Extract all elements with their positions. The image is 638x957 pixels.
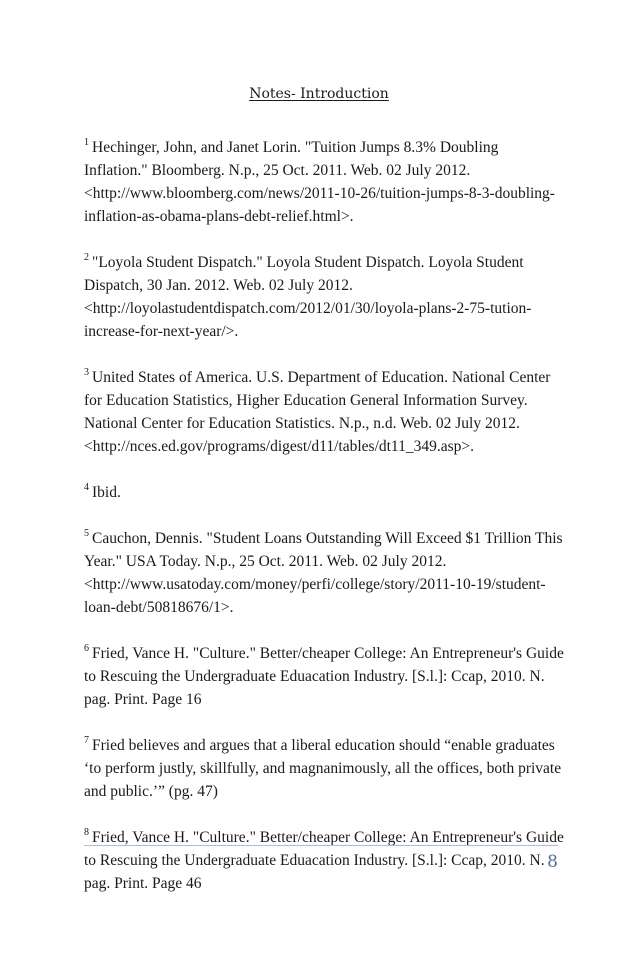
page-number: 8 <box>547 852 558 872</box>
note-text: Fried, Vance H. "Culture." Better/cheaper College: An Entrepreneur's Guide to Rescuing the Undergraduate Eduacation Industry. [S.l.]: Ccap, 2010. N. pag. Print. Page 46 <box>84 829 564 892</box>
note-number: 4 <box>84 482 89 493</box>
note-number: 8 <box>84 827 89 838</box>
note-1 <box>84 131 564 228</box>
note-number: 1 <box>84 137 89 148</box>
note-6 <box>84 637 564 711</box>
note-number: 5 <box>84 528 89 539</box>
note-number: 3 <box>84 367 89 378</box>
note-5 <box>84 522 564 619</box>
note-4 <box>84 476 564 504</box>
note-3 <box>84 361 564 458</box>
footer-rule <box>84 845 558 846</box>
note-number: 6 <box>84 643 89 654</box>
note-text: Cauchon, Dennis. "Student Loans Outstanding Will Exceed $1 Trillion This Year." USA Today. N.p., 25 Oct. 2011. Web. 02 July 2012. <http://www.usatoday.com/money/perfi/college/story/2011-10-19/student-loan-debt/50818676/1>. <box>84 530 563 616</box>
notes-list <box>84 131 564 913</box>
note-text: United States of America. U.S. Department of Education. National Center for Education Statistics, Higher Education General Information Survey. National Center for Education Statistics. N.p., n.d. Web. 02 July 2012. <http://nces.ed.gov/programs/digest/d11/tables/dt11_349.asp>. <box>84 369 551 455</box>
note-text: Hechinger, John, and Janet Lorin. "Tuition Jumps 8.3% Doubling Inflation." Bloomberg. N.p., 25 Oct. 2011. Web. 02 July 2012. <http://www.bloomberg.com/news/2011-10-26/tuition-jumps-8-3-doubling-inflation-as-obama-plans-debt-relief.html>. <box>84 139 555 225</box>
note-8 <box>84 821 564 895</box>
note-text: Ibid. <box>92 484 121 501</box>
note-2 <box>84 246 564 343</box>
note-number: 7 <box>84 735 89 746</box>
note-text: Fried believes and argues that a liberal education should “enable graduates ‘to perform justly, skillfully, and magnanimously, all the offices, both private and public.’” (pg. 47) <box>84 737 562 800</box>
note-number: 2 <box>84 252 89 263</box>
notes-heading: Notes- Introduction <box>249 86 389 102</box>
note-7 <box>84 729 564 803</box>
note-text: Fried, Vance H. "Culture." Better/cheaper College: An Entrepreneur's Guide to Rescuing the Undergraduate Eduacation Industry. [S.l.]: Ccap, 2010. N. pag. Print. Page 16 <box>84 645 564 708</box>
note-text: "Loyola Student Dispatch." Loyola Student Dispatch. Loyola Student Dispatch, 30 Jan. 2012. Web. 02 July 2012. <http://loyolastudentdispatch.com/2012/01/30/loyola-plans-2-75-tution-increase-for-next-year/>. <box>84 254 532 340</box>
